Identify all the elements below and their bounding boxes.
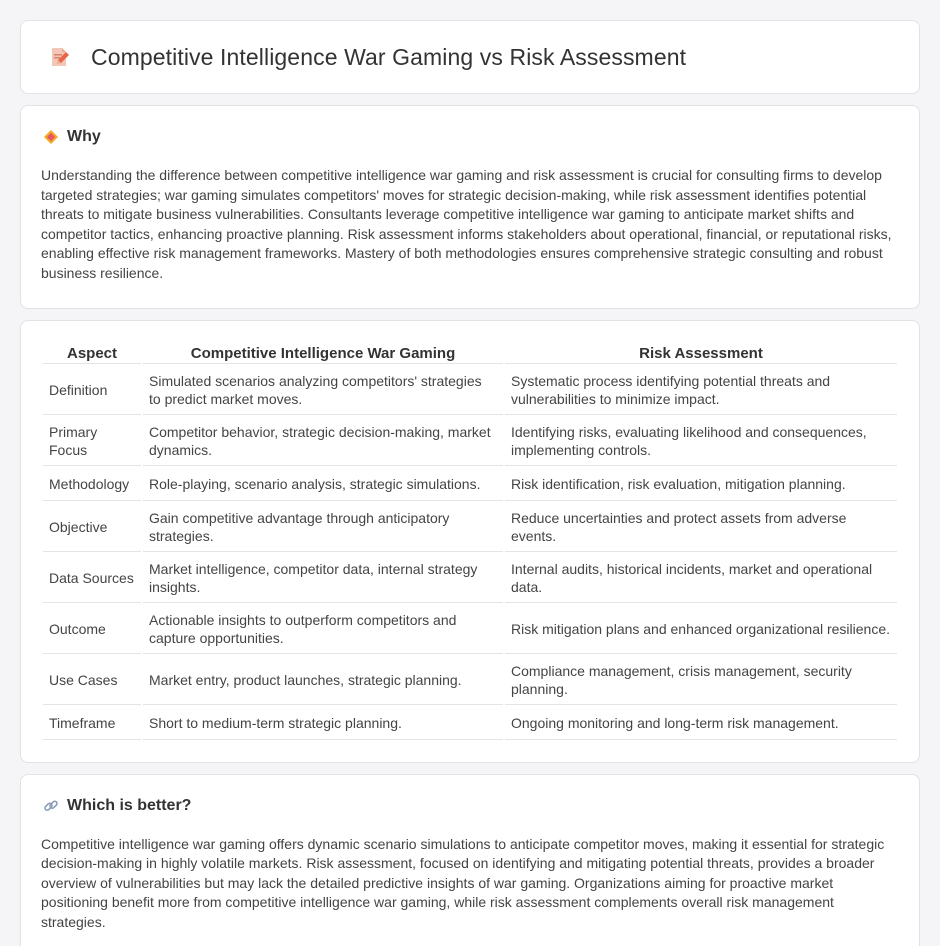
row-risk-assessment: Risk mitigation plans and enhanced organizational resilience. (505, 605, 897, 654)
header-war-gaming: Competitive Intelligence War Gaming (143, 343, 503, 364)
table-row (43, 707, 897, 740)
row-aspect: Definition (43, 366, 141, 415)
row-war-gaming: Market entry, product launches, strategic planning. (143, 656, 503, 705)
table-row (43, 468, 897, 501)
row-aspect: Primary Focus (43, 417, 141, 466)
row-risk-assessment: Ongoing monitoring and long-term risk management. (505, 707, 897, 740)
table-row (43, 656, 897, 705)
row-risk-assessment: Compliance management, crisis management, security planning. (505, 656, 897, 705)
page-title: Competitive Intelligence War Gaming vs Risk Assessment (91, 43, 687, 70)
why-heading-label: Why (67, 128, 101, 145)
table-header-row (43, 343, 897, 364)
why-section (20, 105, 920, 309)
row-aspect: Outcome (43, 605, 141, 654)
row-war-gaming: Competitor behavior, strategic decision-making, market dynamics. (143, 417, 503, 466)
row-war-gaming: Role-playing, scenario analysis, strategic simulations. (143, 468, 503, 501)
row-war-gaming: Actionable insights to outperform competitors and capture opportunities. (143, 605, 503, 654)
diamond-sign-icon (43, 129, 59, 145)
comparison-table-card (20, 320, 920, 763)
row-risk-assessment: Risk identification, risk evaluation, mitigation planning. (505, 468, 897, 501)
link-icon (43, 798, 59, 814)
row-war-gaming: Market intelligence, competitor data, internal strategy insights. (143, 554, 503, 603)
why-heading (41, 128, 899, 146)
row-aspect: Methodology (43, 468, 141, 501)
which-better-heading-label: Which is better? (67, 796, 192, 814)
document-edit-icon (47, 45, 71, 69)
table-row (43, 554, 897, 603)
row-aspect: Objective (43, 503, 141, 552)
row-risk-assessment: Systematic process identifying potential threats and vulnerabilities to minimize impact. (505, 366, 897, 415)
row-aspect: Timeframe (43, 707, 141, 740)
row-war-gaming: Simulated scenarios analyzing competitors' strategies to predict market moves. (143, 366, 503, 415)
which-better-heading (41, 797, 899, 815)
row-risk-assessment: Reduce uncertainties and protect assets from adverse events. (505, 503, 897, 552)
table-row (43, 503, 897, 552)
comparison-table (41, 341, 899, 742)
header-card (20, 20, 920, 94)
table-row (43, 366, 897, 415)
row-war-gaming: Gain competitive advantage through anticipatory strategies. (143, 503, 503, 552)
header-aspect: Aspect (43, 343, 141, 364)
row-war-gaming: Short to medium-term strategic planning. (143, 707, 503, 740)
row-risk-assessment: Internal audits, historical incidents, market and operational data. (505, 554, 897, 603)
header-risk-assessment: Risk Assessment (505, 343, 897, 364)
why-text: Understanding the difference between competitive intelligence war gaming and risk assessment is crucial for consulting firms to develop targeted strategies; war gaming simulates competitors' moves for strategic decision-making, while risk assessment identifies potential threats to mitigate business vulnerabilities. Consultants leverage competitive intelligence war gaming to anticipate market shifts and competitor tactics, enhancing proactive planning. Risk assessment informs stakeholders about operational, financial, or reputational risks, enabling effective risk management frameworks. Mastery of both methodologies ensures comprehensive strategic consulting and robust business resilience. (41, 167, 892, 281)
row-aspect: Data Sources (43, 554, 141, 603)
which-better-section (20, 774, 920, 946)
table-row (43, 417, 897, 466)
row-aspect: Use Cases (43, 656, 141, 705)
table-row (43, 605, 897, 654)
row-risk-assessment: Identifying risks, evaluating likelihood and consequences, implementing controls. (505, 417, 897, 466)
which-better-text: Competitive intelligence war gaming offers dynamic scenario simulations to anticipate competitor moves, making it essential for strategic decision-making in highly volatile markets. Risk assessment, focused on identifying and mitigating potential threats, provides a broader overview of vulnerabilities but may lack the detailed predictive insights of war gaming. Organizations aiming for proactive market positioning benefit more from competitive intelligence war gaming, while risk assessment complements overall risk management strategies. (41, 835, 885, 930)
